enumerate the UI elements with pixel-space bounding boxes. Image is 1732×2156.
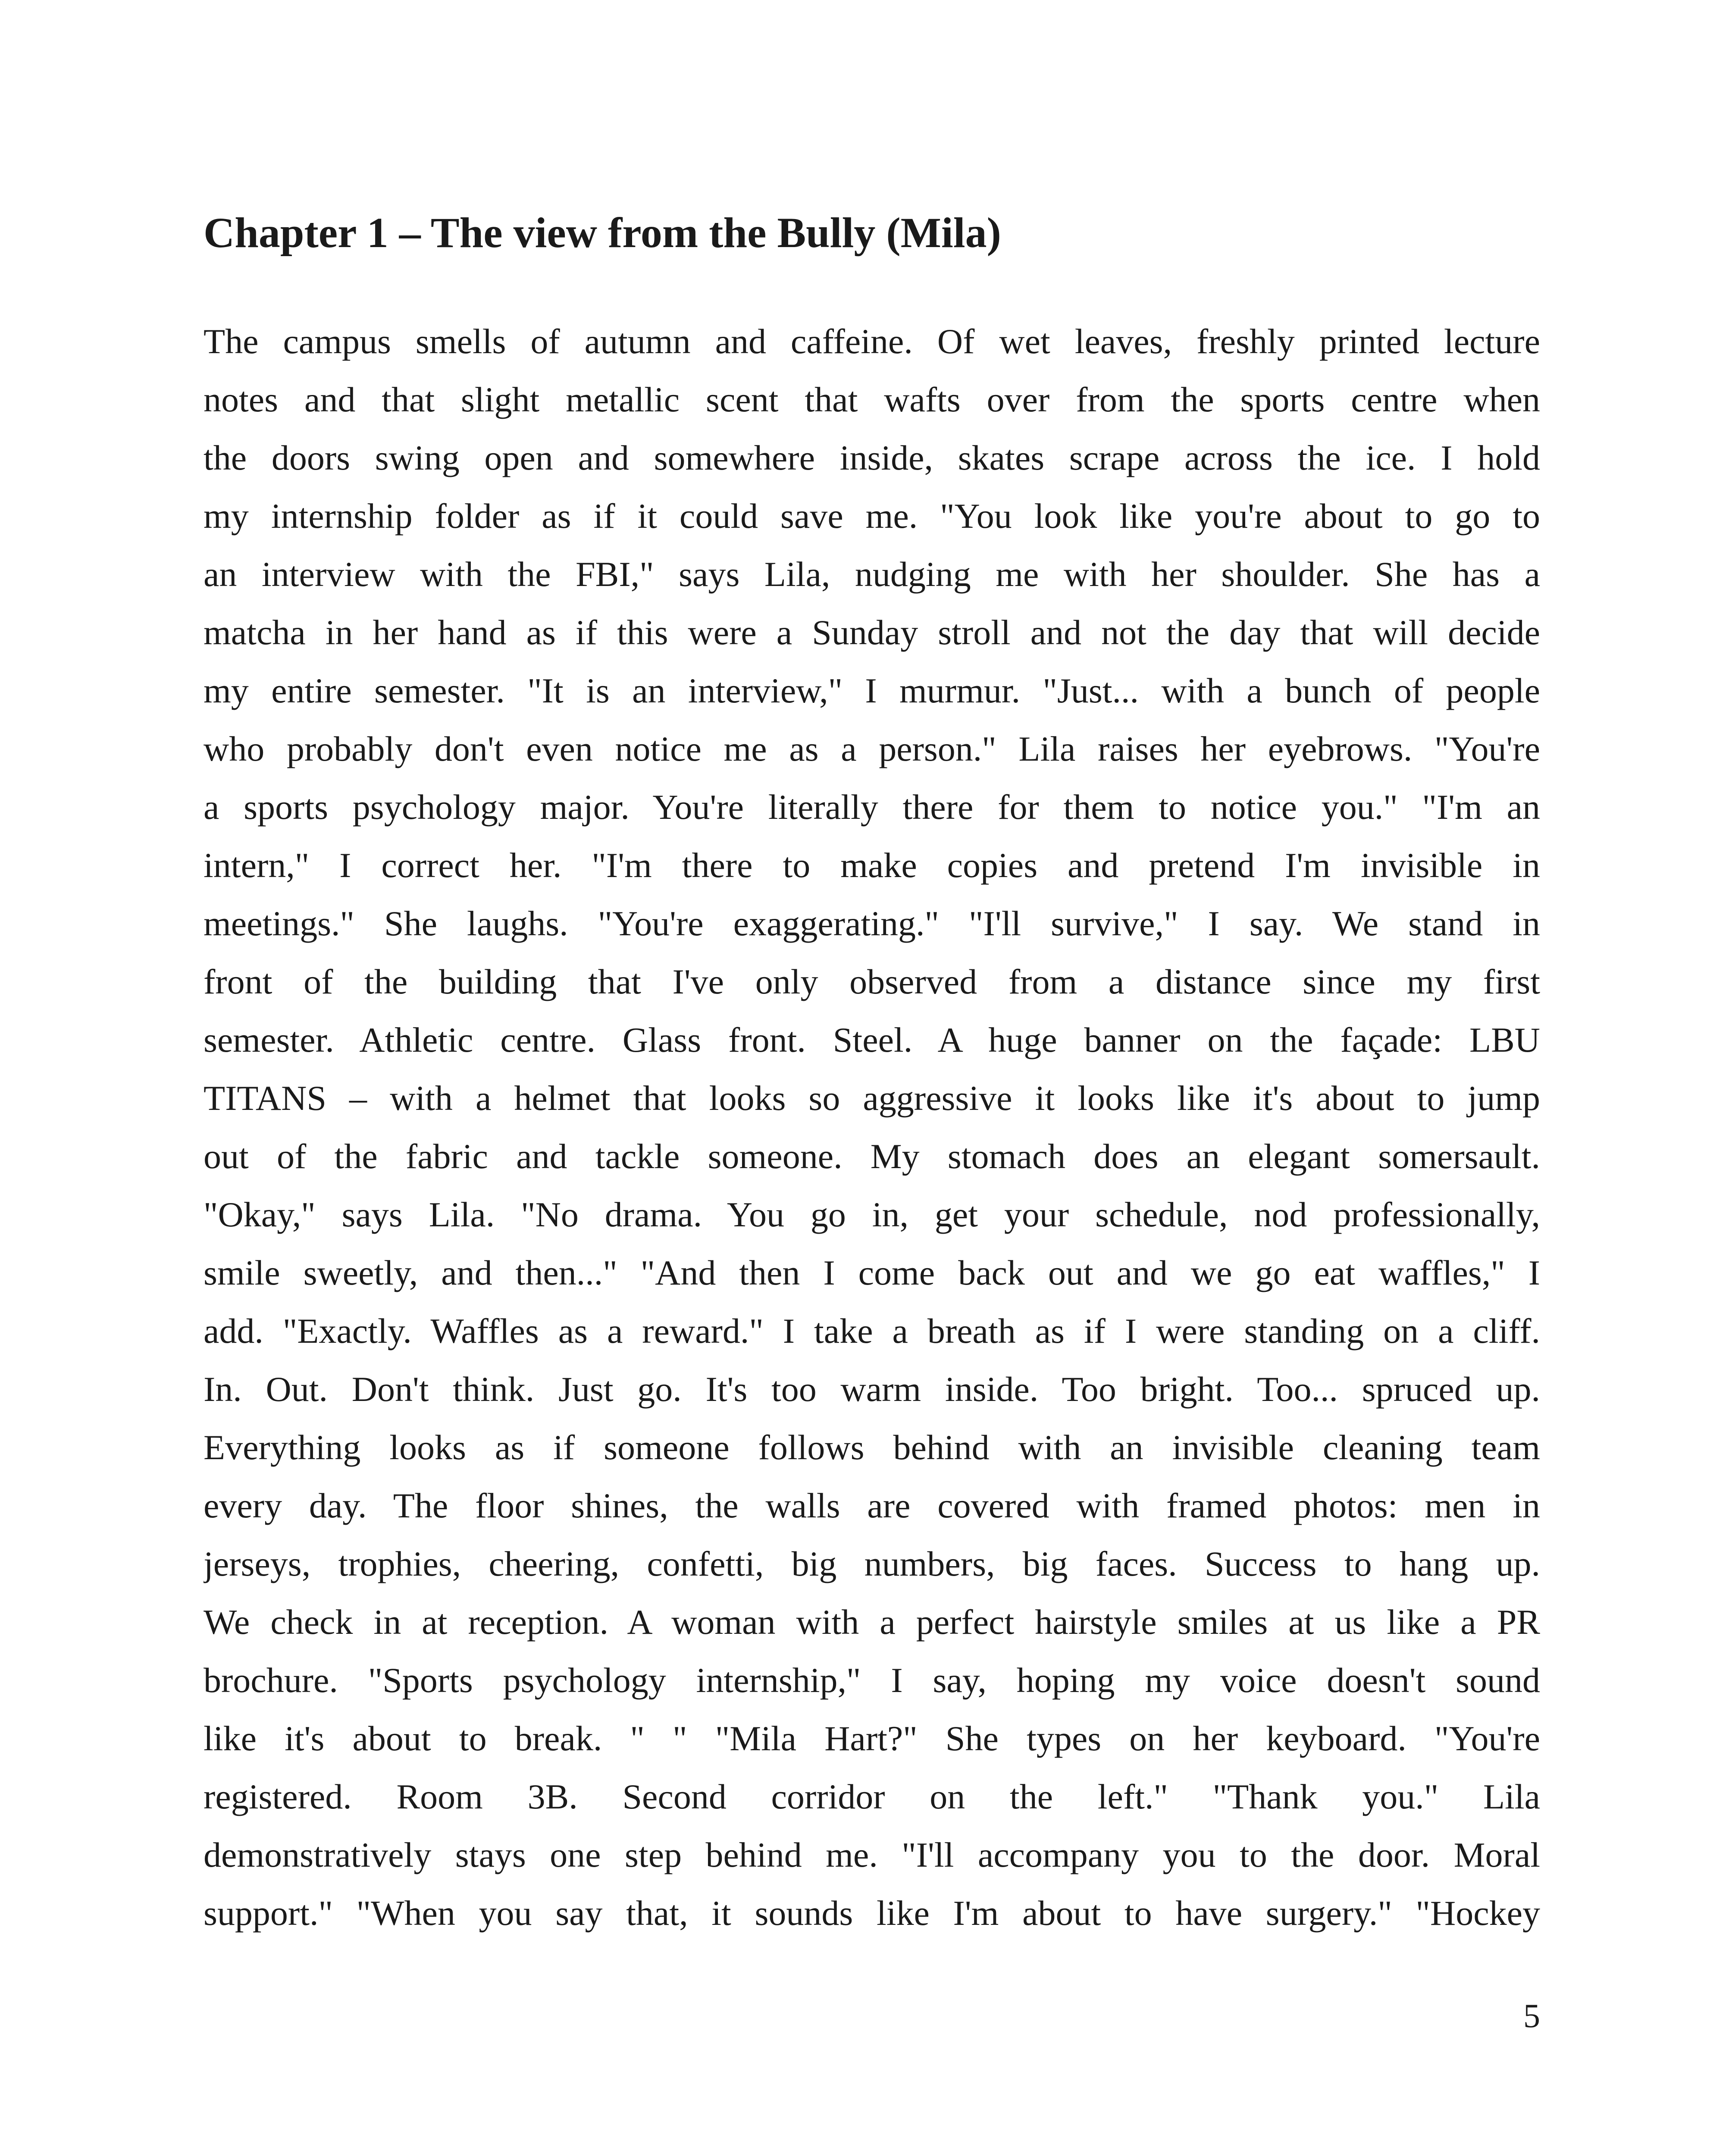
body-line: meetings." She laughs. "You're exaggerating." "I'll survive," I say. We stand in [204, 904, 1540, 943]
body-line: semester. Athletic centre. Glass front. Steel. A huge banner on the façade: LBU [204, 1020, 1540, 1059]
body-line: notes and that slight metallic scent that wafts over from the sports centre when [204, 380, 1540, 419]
body-line: matcha in her hand as if this were a Sunday stroll and not the day that will decide [204, 613, 1540, 652]
body-line: In. Out. Don't think. Just go. It's too warm inside. Too bright. Too... spruced up. [204, 1369, 1540, 1409]
body-line: registered. Room 3B. Second corridor on the left." "Thank you." Lila [204, 1777, 1540, 1816]
body-line: my entire semester. "It is an interview," I murmur. "Just... with a bunch of people [204, 671, 1540, 710]
body-line: TITANS – with a helmet that looks so aggressive it looks like it's about to jump [204, 1078, 1540, 1118]
body-line: an interview with the FBI," says Lila, nudging me with her shoulder. She has a [204, 555, 1540, 594]
body-line: "Okay," says Lila. "No drama. You go in, get your schedule, nod professionally, [204, 1195, 1540, 1234]
body-line: The campus smells of autumn and caffeine. Of wet leaves, freshly printed lecture [204, 322, 1540, 361]
body-line: brochure. "Sports psychology internship," I say, hoping my voice doesn't sound [204, 1661, 1540, 1700]
body-line: my internship folder as if it could save me. "You look like you're about to go to [204, 496, 1540, 536]
body-line: intern," I correct her. "I'm there to make copies and pretend I'm invisible in [204, 846, 1540, 885]
body-line: Everything looks as if someone follows behind with an invisible cleaning team [204, 1428, 1540, 1467]
body-line: smile sweetly, and then..." "And then I come back out and we go eat waffles," I [204, 1253, 1540, 1292]
body-line: front of the building that I've only observed from a distance since my first [204, 962, 1540, 1001]
chapter-title: Chapter 1 – The view from the Bully (Mila) [204, 209, 1001, 257]
body-line: the doors swing open and somewhere inside, skates scrape across the ice. I hold [204, 438, 1540, 477]
body-line: every day. The floor shines, the walls are covered with framed photos: men in [204, 1486, 1540, 1525]
body-line: like it's about to break. " " "Mila Hart?" She types on her keyboard. "You're [204, 1719, 1540, 1758]
body-line: add. "Exactly. Waffles as a reward." I take a breath as if I were standing on a cliff. [204, 1311, 1540, 1351]
body-line: We check in at reception. A woman with a perfect hairstyle smiles at us like a PR [204, 1602, 1540, 1642]
body-line: who probably don't even notice me as a person." Lila raises her eyebrows. "You're [204, 729, 1540, 768]
body-line: demonstratively stays one step behind me. "I'll accompany you to the door. Moral [204, 1835, 1540, 1874]
body-line: out of the fabric and tackle someone. My stomach does an elegant somersault. [204, 1137, 1540, 1176]
body-text [204, 312, 1540, 1942]
body-line: a sports psychology major. You're literally there for them to notice you." "I'm an [204, 787, 1540, 827]
body-line: jerseys, trophies, cheering, confetti, big numbers, big faces. Success to hang up. [204, 1544, 1540, 1583]
page-number: 5 [1523, 1997, 1540, 2034]
body-line: support." "When you say that, it sounds like I'm about to have surgery." "Hockey [204, 1893, 1540, 1933]
